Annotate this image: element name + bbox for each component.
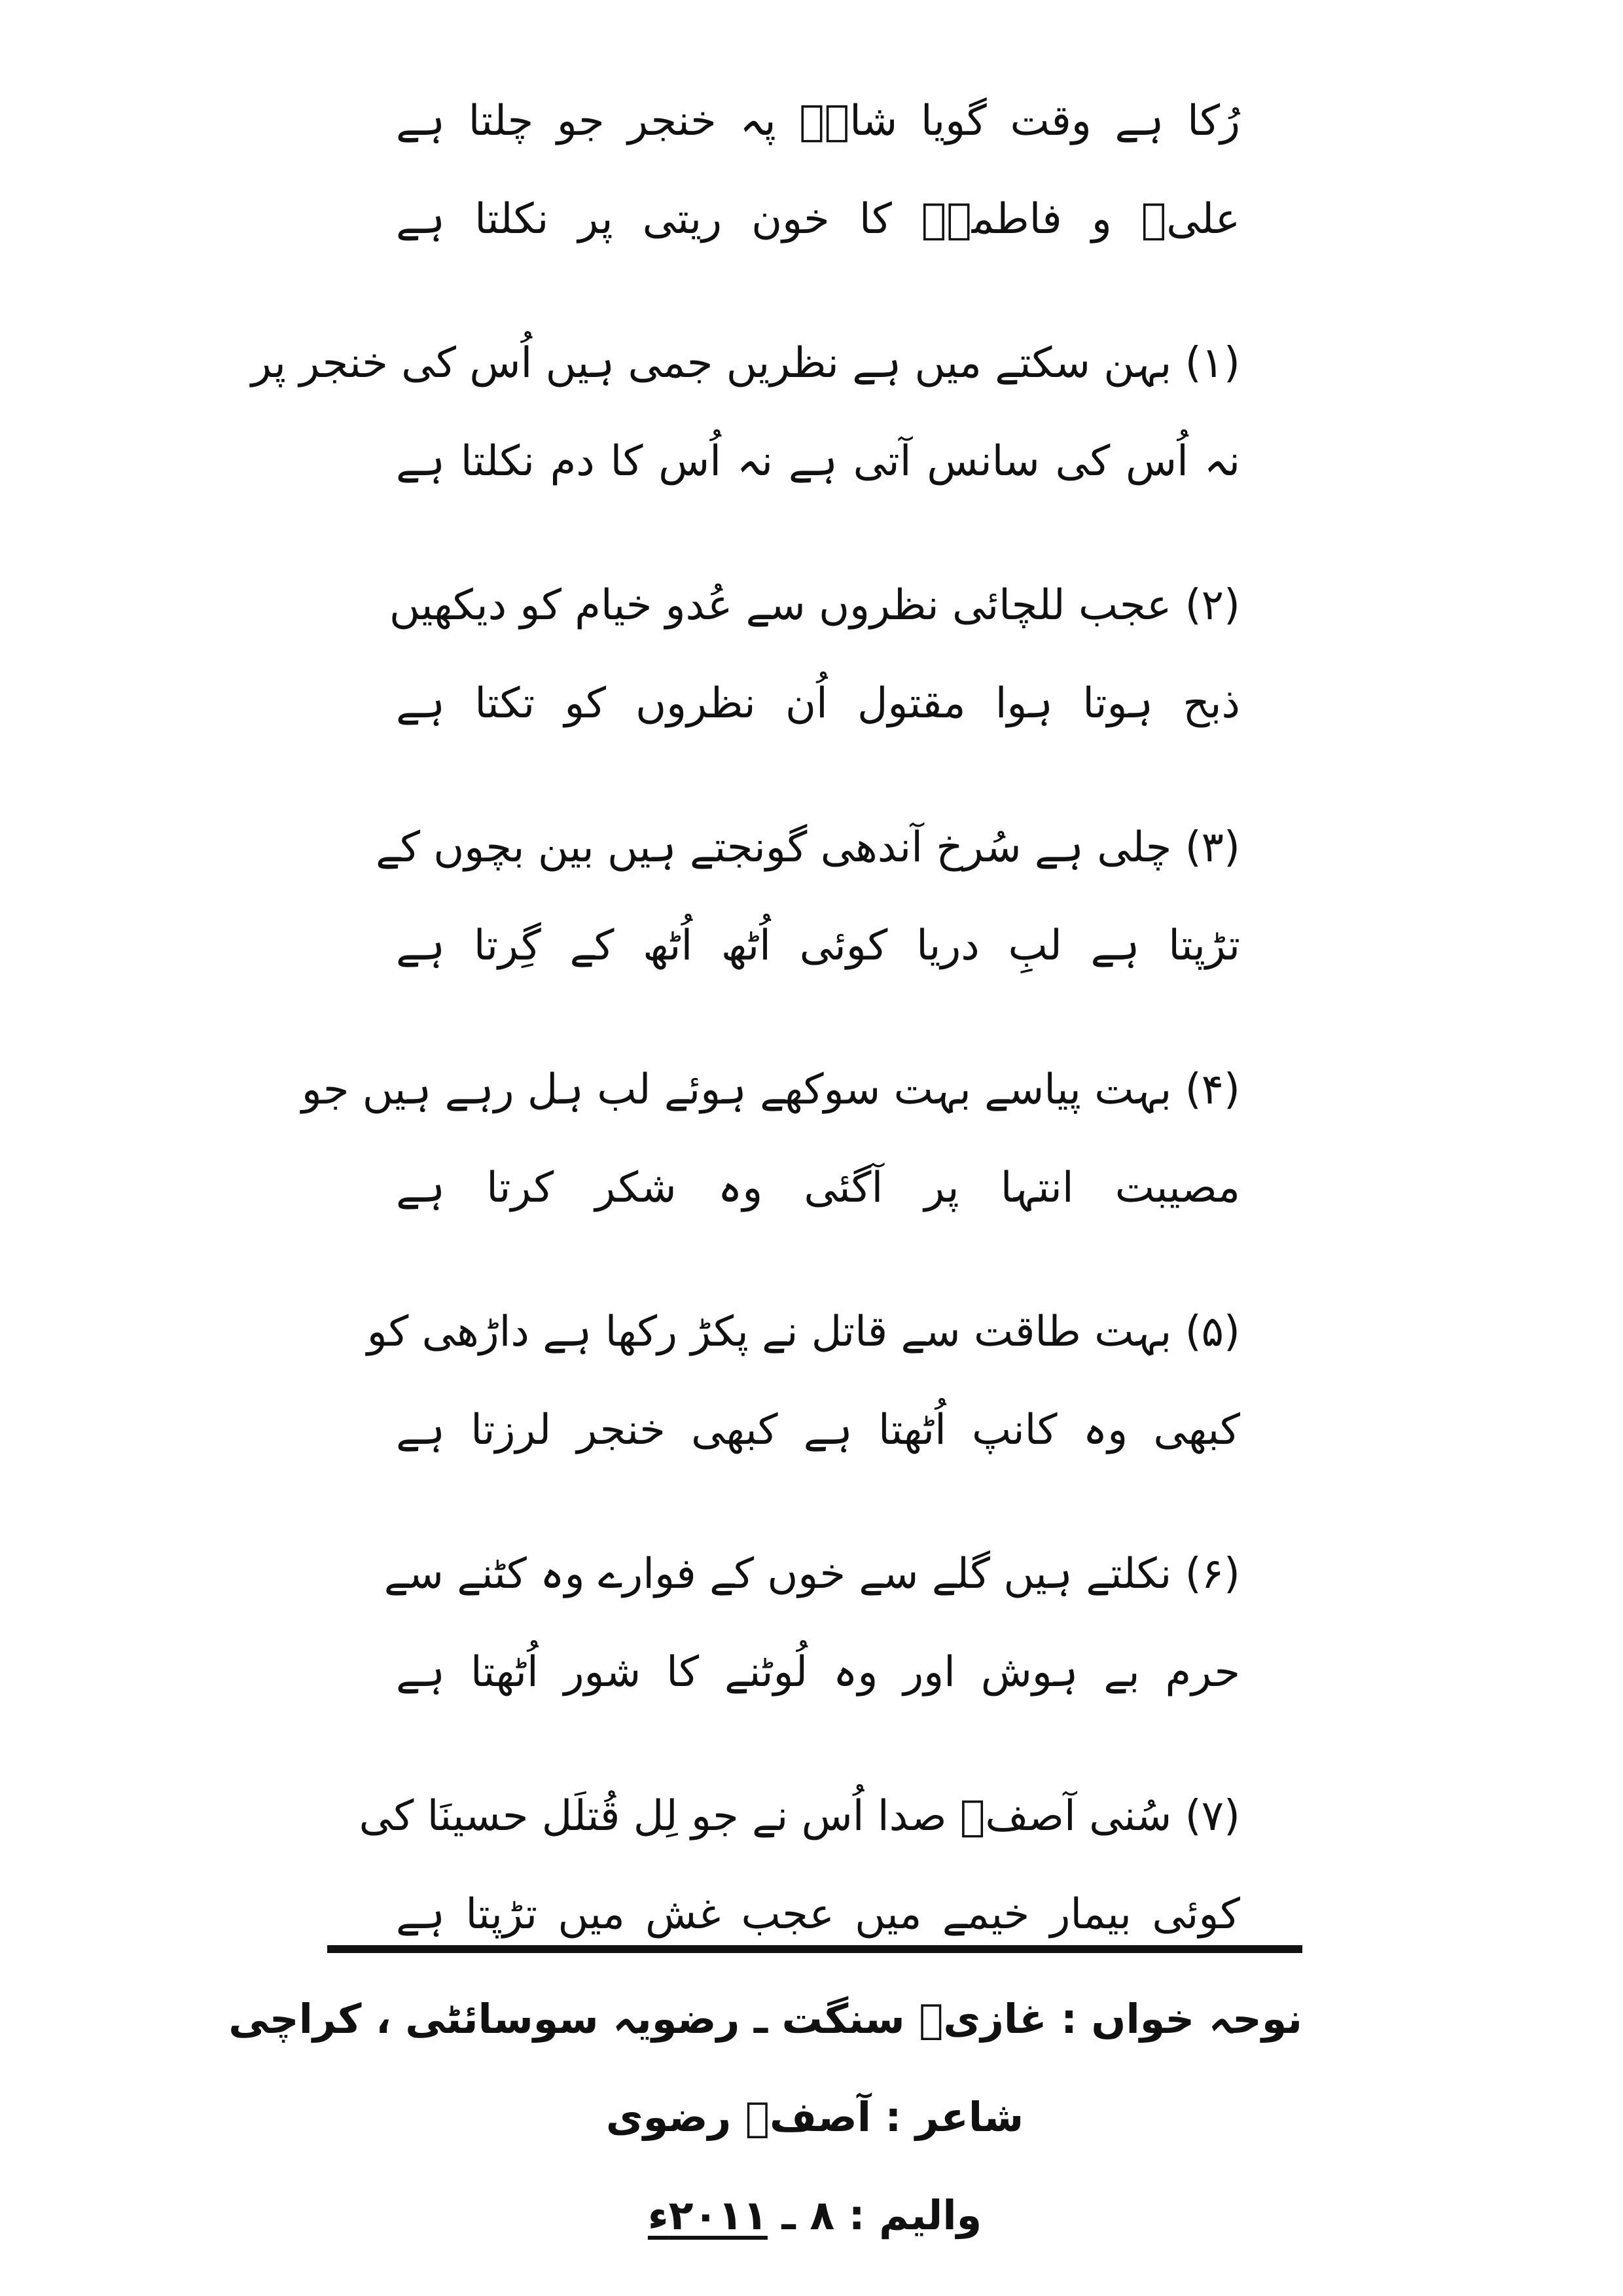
poem-line: (۱) بہن سکتے میں ہے نظریں جمی ہیں اُس کی خنجر پر [251,339,1240,387]
footer-divider [327,1945,1302,1953]
poem-line: رُکا ہے وقت گویا شاہؑ پہ خنجر جو چلتا ہے [396,97,1240,145]
poem-line: تڑپتا ہے لبِ دریا کوئی اُٹھ اُٹھ کے گِرتا ہے [396,922,1240,970]
poem-line: (۷) سُنی آصفؔ صدا اُس نے جو لِل قُتلَل حسینَا کی [359,1792,1240,1840]
stanza-1 [251,314,1240,556]
poem-line: کوئی بیمار خیمے میں عجب غش میں تڑپتا ہے [396,1890,1240,1939]
poem-line: (۶) نکلتے ہیں گلے سے خوں کے فوارے وہ کٹنے سے [383,1550,1240,1598]
stanza-6 [383,1525,1240,1767]
poem-line: ذبح ہوتا ہوا مقتول اُن نظروں کو تکتا ہے [396,679,1240,728]
stanza-refrain [396,72,1240,314]
poem-line: (۵) بہت طاقت سے قاتل نے پکڑ رکھا ہے داڑھی کو [366,1308,1240,1356]
poem-line: کبھی وہ کانپ اُٹھتا ہے کبھی خنجر لرزتا ہے [396,1406,1240,1454]
volume-label: والیم : ۸ ـ [767,2191,982,2239]
volume-year: ۲۰۱۱ء [647,2191,768,2239]
poet-credit: شاعر : آصفؔ رضوی [605,2093,1024,2141]
poem-line: مصیبت انتہا پر آگئی وہ شکر کرتا ہے [396,1164,1240,1212]
poem-line: علیؑ و فاطمہؑ کا خون ریتی پر نکلتا ہے [396,195,1240,243]
poem [251,72,1240,2009]
poem-line: نہ اُس کی سانس آتی ہے نہ اُس کا دم نکلتا ہے [396,437,1240,486]
poem-line: (۴) بہت پیاسے بہت سوکھے ہوئے لب ہل رہے ہیں جو [301,1066,1240,1114]
reciter-credit: نوحہ خواں : غازیؑ سنگت ـ رضویہ سوسائٹی ، کراچی [228,1995,1302,2043]
poem-line: (۳) چلی ہے سُرخ آندھی گونجتے ہیں بین بچوں کے [375,823,1240,872]
stanza-5 [366,1283,1240,1525]
stanza-4 [301,1041,1240,1283]
credits-footer [228,1970,1302,2265]
poem-line: (۲) عجب للچائی نظروں سے عُدو خیام کو دیکھیں [389,581,1240,630]
stanza-3 [375,798,1240,1041]
stanza-2 [389,556,1240,798]
volume-credit [327,2166,1302,2265]
poem-line: حرم بے ہوش اور وہ لُوٹنے کا شور اُٹھتا ہے [396,1648,1240,1696]
